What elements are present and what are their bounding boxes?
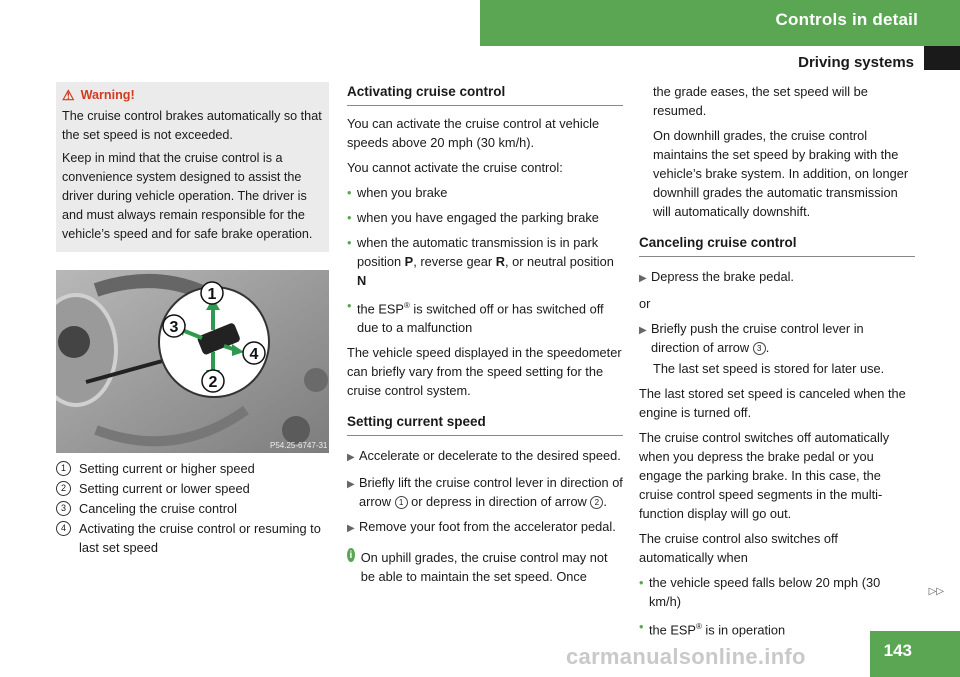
figure-label-2: 2 [208, 374, 218, 391]
continue-arrow-icon: ▷▷ [928, 586, 944, 597]
paragraph: On downhill grades, the cruise control maintains the set speed by braking with the vehicle’s brake system. In addition, on longer downhill grades the automatic transmission will automatically downshift. [653, 128, 909, 219]
header-marker [924, 46, 960, 70]
info-note: i On uphill grades, the cruise control may not be able to maintain the set speed. Once [347, 548, 623, 586]
column-right [639, 82, 915, 645]
warning-paragraph: The cruise control brakes automatically so that the set speed is not exceeded. [62, 109, 322, 142]
info-icon: i [347, 548, 355, 562]
heading-canceling: Canceling cruise control [639, 233, 915, 257]
figure-label-1: 1 [207, 286, 217, 303]
caption-item: 4 Activating the cruise control or resuming to last set speed [56, 519, 331, 557]
paragraph: the grade eases, the set speed will be resumed. [653, 84, 868, 118]
warning-title: ⚠ Warning! [62, 87, 135, 103]
subsection-title: Driving systems [798, 54, 914, 71]
paragraph: You cannot activate the cruise control: [347, 160, 563, 175]
warning-paragraph: Keep in mind that the cruise control is a convenience system designed to assist the driver during vehicle operation. The driver is and must always remain responsible for the vehicle’s speed and for safe brake operation. [62, 151, 313, 241]
heading-activating: Activating cruise control [347, 82, 623, 106]
figure-code: P54.25-6747-31 [270, 441, 328, 450]
watermark: carmanualsonline.info [566, 644, 806, 669]
page-number: 143 [883, 641, 912, 660]
figure-caption-list [56, 459, 331, 558]
heading-setting: Setting current speed [347, 412, 623, 436]
warning-triangle-icon: ⚠ [62, 87, 75, 103]
paragraph: The cruise control switches off automatically when you depress the brake pedal or you engage the parking brake. In this case, the cruise control speed segments in the multi-function display will go out. [639, 430, 890, 521]
instruction-step: ▶ Depress the brake pedal. [639, 269, 794, 284]
paragraph: The last stored set speed is canceled when the engine is turned off. [639, 386, 906, 420]
instruction-step: ▶ Remove your foot from the accelerator pedal. [347, 519, 616, 535]
paragraph: The last set speed is stored for later use. [653, 361, 885, 376]
cruise-control-lever-photo [56, 270, 329, 453]
list-item: • when the automatic transmission is in park position P, reverse gear R, or neutral position N [347, 235, 614, 288]
list-item: • the ESP® is switched off or has switched off due to a malfunction [347, 298, 604, 336]
paragraph: You can activate the cruise control at vehicle speeds above 20 mph (30 km/h). [347, 116, 600, 150]
section-title: Controls in detail [775, 10, 918, 29]
warning-box [56, 82, 329, 252]
paragraph-or: or [639, 296, 651, 311]
instruction-step: ▶ Accelerate or decelerate to the desired speed. [347, 448, 621, 464]
paragraph: The vehicle speed displayed in the speedometer can briefly vary from the speed setting for the cruise control system. [347, 345, 622, 399]
figure-label-3: 3 [169, 319, 179, 336]
figure-label-4: 4 [249, 346, 259, 363]
instruction-step: ▶ Briefly lift the cruise control lever in direction of arrow 1 or depress in direction of arrow 2 . [347, 475, 623, 510]
paragraph: The cruise control also switches off automatically when [639, 531, 838, 565]
column-middle [347, 82, 623, 592]
list-item: • the ESP® is in operation [639, 619, 786, 638]
caption-item: 2 Setting current or lower speed [56, 479, 331, 498]
list-item: • when you have engaged the parking brake [347, 210, 599, 225]
instruction-step: ▶ Briefly push the cruise control lever in direction of arrow 3 . [639, 321, 864, 355]
list-item: • when you brake [347, 185, 448, 200]
caption-item: 1 Setting current or higher speed [56, 459, 331, 478]
header-section-tab [480, 0, 960, 46]
list-item: • the vehicle speed falls below 20 mph (30 km/h) [639, 575, 881, 609]
page-number-box [870, 631, 960, 677]
caption-item: 3 Canceling the cruise control [56, 499, 331, 518]
